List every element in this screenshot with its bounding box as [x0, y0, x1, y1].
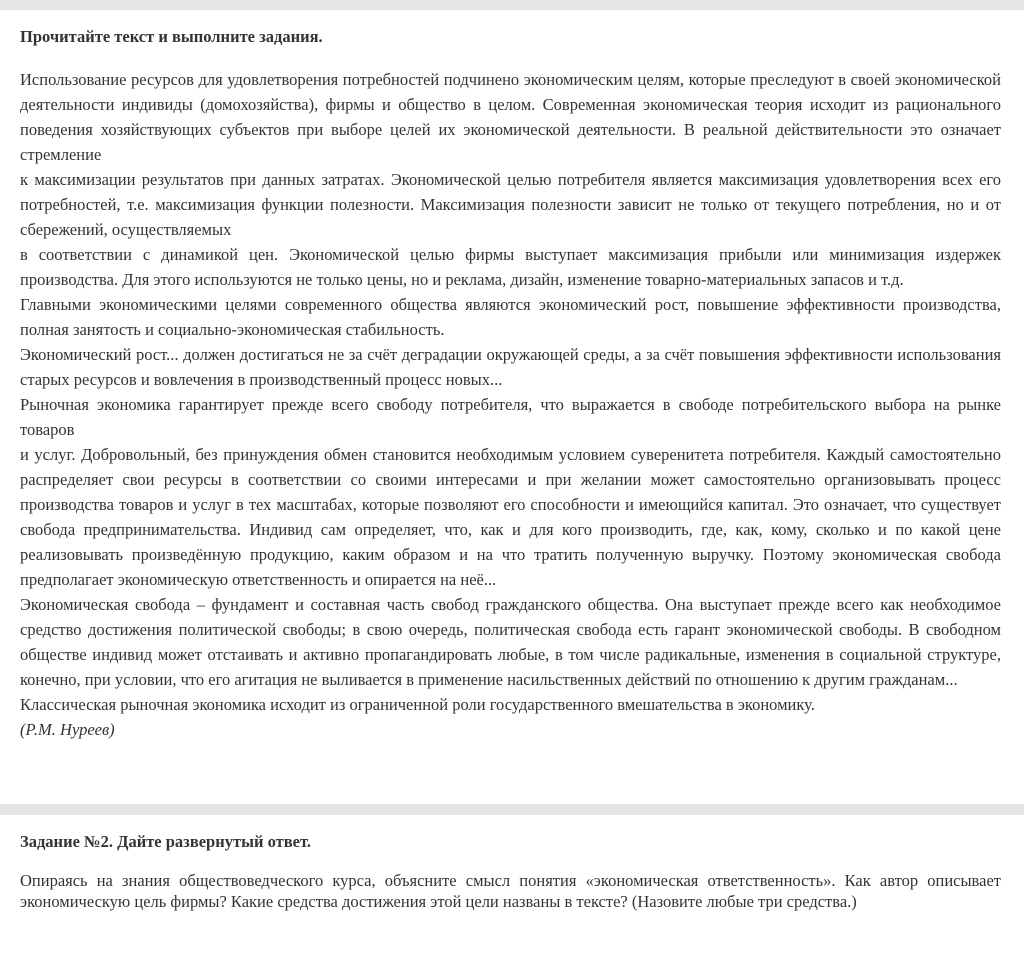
text-paragraph: Рыночная экономика гарантирует прежде всего свободу потребителя, что выражается в свободе потребительского выбора на рынке товаров: [20, 395, 1001, 439]
text-paragraph: Использование ресурсов для удовлетворения потребностей подчинено экономическим целям, которые преследуют в своей экономической деятельности индивиды (домохозяйства), фирмы и общество в целом. Современная экономическая теория исходит из рационального поведения хозяйствующих субъектов при выборе целей их экономической деятельности. В реальной действительности это означает стремление: [20, 70, 1001, 164]
reading-instruction-heading: Прочитайте текст и выполните задания.: [20, 27, 323, 46]
task-panel: [20, 832, 1001, 929]
text-paragraph: Экономическая свобода – фундамент и составная часть свобод гражданского общества. Она выступает прежде всего как необходимое средство достижения политической свободы; в свою очередь, политическая свобода есть гарант экономической свободы. В свободном обществе индивид может отстаивать и активно пропагандировать любые, в том числе радикальные, изменения в социальной структуре, конечно, при условии, что его агитация не выливается в применение насильственных действий по отношению к другим гражданам...: [20, 595, 1001, 689]
text-paragraph: к максимизации результатов при данных затратах. Экономической целью потребителя является максимизация удовлетворения всех его потребностей, т.е. максимизация функции полезности. Максимизация полезности зависит не только от текущего потребления, но и от сбережений, осуществляемых: [20, 170, 1001, 239]
reading-text-panel: [20, 27, 1001, 742]
task-question: Опираясь на знания обществоведческого курса, объясните смысл понятия «экономическая ответственность». Как автор описывает экономическую цель фирмы? Какие средства достижения этой цели названы в тексте? (Назовите любые три средства.): [20, 871, 1001, 911]
text-paragraph: Классическая рыночная экономика исходит из ограниченной роли государственного вмешательства в экономику.: [20, 695, 815, 714]
source-text: [20, 67, 1001, 742]
text-paragraph: Главными экономическими целями современного общества являются экономический рост, повышение эффективности производства, полная занятость и социально-экономическая стабильность.: [20, 295, 1001, 339]
text-paragraph: Экономический рост... должен достигаться не за счёт деградации окружающей среды, а за счёт повышения эффективности использования старых ресурсов и вовлечения в производственный процесс новых...: [20, 345, 1001, 389]
text-paragraph: и услуг. Добровольный, без принуждения обмен становится необходимым условием суверенитета потребителя. Каждый самостоятельно распределяет свои ресурсы в соответствии со своими интересами и при желании может самостоятельно организовывать процесс производства товаров и услуг в тех масштабах, которые позволяют его способности и имеющийся капитал. Это означает, что существует свобода предпринимательства. Индивид сам определяет, что, как и для кого производить, где, как, кому, сколько и по какой цене реализовывать произведённую продукцию, каким образом и на что тратить полученную выручку. Поэтому экономическая свобода предполагает экономическую ответственность и опирается на неё...: [20, 445, 1001, 589]
task-heading: Задание №2. Дайте развернутый ответ.: [20, 832, 311, 851]
top-divider-bar: [0, 0, 1024, 10]
text-author: (Р.М. Нуреев): [20, 720, 115, 739]
text-paragraph: в соответствии с динамикой цен. Экономической целью фирмы выступает максимизация прибыли или минимизация издержек производства. Для этого используются не только цены, но и реклама, дизайн, изменение товарно-материальных запасов и т.д.: [20, 245, 1001, 289]
section-divider-bar: [0, 804, 1024, 815]
